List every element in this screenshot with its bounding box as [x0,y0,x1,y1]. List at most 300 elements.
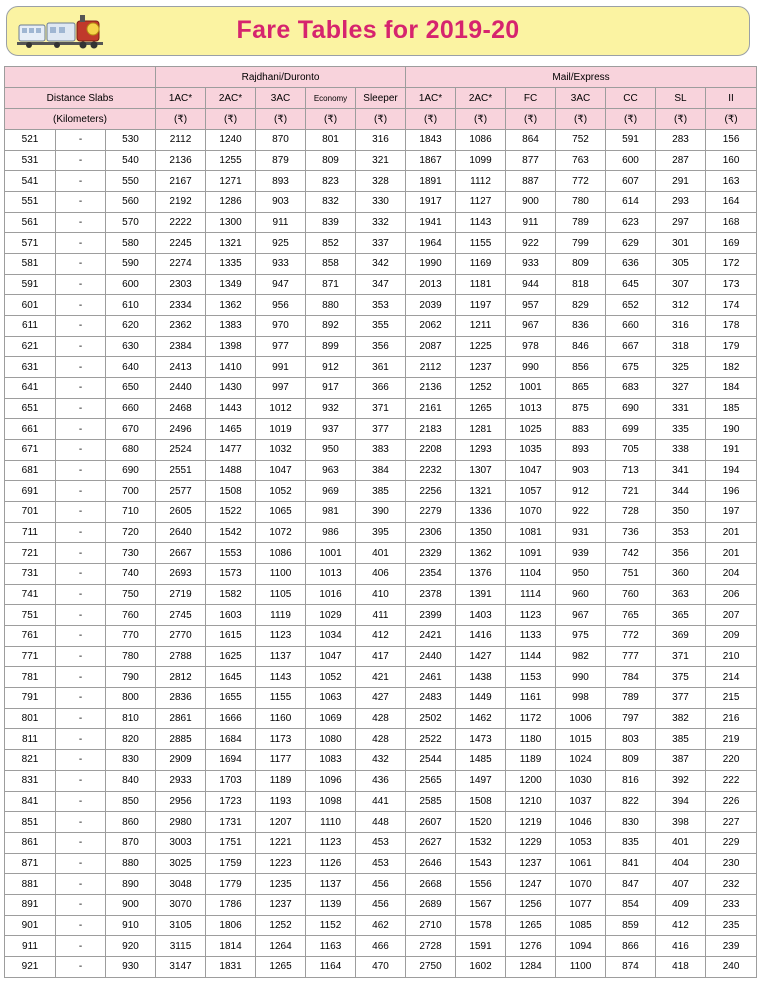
mail-fare-cell: 789 [556,212,606,233]
rajdhani-fare-cell: 462 [356,915,406,936]
mail-fare-cell: 1293 [456,440,506,461]
column-header-row [5,88,757,109]
rajdhani-fare-cell: 1542 [206,522,256,543]
mail-fare-cell: 219 [706,729,757,750]
rajdhani-fare-cell: 1443 [206,398,256,419]
mail-fare-cell: 1181 [456,274,506,295]
rajdhani-fare-cell: 2605 [156,502,206,523]
mail-fare-cell: 713 [606,460,656,481]
mail-fare-cell: 2565 [406,770,456,791]
distance-separator: - [56,626,106,647]
rajdhani-fare-cell: 385 [356,481,406,502]
mail-fare-cell: 1321 [456,481,506,502]
mail-fare-cell: 990 [506,357,556,378]
table-row [5,832,757,853]
rajdhani-fare-cell: 1321 [206,233,256,254]
mail-fare-cell: 939 [556,543,606,564]
mail-fare-cell: 777 [606,646,656,667]
mail-fare-cell: 283 [656,130,706,151]
mail-fare-cell: 2232 [406,460,456,481]
rajdhani-fare-cell: 3003 [156,832,206,853]
mail-fare-cell: 210 [706,646,757,667]
mail-fare-cell: 353 [656,522,706,543]
distance-to: 700 [106,481,156,502]
mail-fare-cell: 967 [556,605,606,626]
mail-fare-cell: 1485 [456,750,506,771]
mail-fare-cell: 1104 [506,564,556,585]
rajdhani-fare-cell: 1123 [306,832,356,853]
mail-fare-cell: 2256 [406,481,456,502]
mail-fare-cell: 883 [556,419,606,440]
distance-to: 600 [106,274,156,295]
distance-separator: - [56,254,106,275]
mail-fare-cell: 1602 [456,956,506,977]
distance-to: 800 [106,688,156,709]
distance-separator: - [56,502,106,523]
mail-fare-cell: 385 [656,729,706,750]
rajdhani-fare-cell: 1164 [306,956,356,977]
mail-fare-cell: 194 [706,460,757,481]
rajdhani-fare-cell: 1731 [206,812,256,833]
currency-cell: (₹) [656,109,706,130]
table-row [5,460,757,481]
rajdhani-fare-cell: 1252 [256,915,306,936]
table-row [5,440,757,461]
mail-fare-cell: 836 [556,316,606,337]
distance-to: 750 [106,584,156,605]
currency-cell: (₹) [506,109,556,130]
mail-fare-cell: 230 [706,853,757,874]
mail-fare-cell: 318 [656,336,706,357]
rajdhani-fare-cell: 893 [256,171,306,192]
page-title: Fare Tables for 2019-20 [236,16,520,44]
rajdhani-fare-cell: 933 [256,254,306,275]
rajdhani-fare-cell: 347 [356,274,406,295]
mail-fare-cell: 398 [656,812,706,833]
rajdhani-fare-cell: 2770 [156,626,206,647]
mail-fare-cell: 291 [656,171,706,192]
mail-fare-cell: 829 [556,295,606,316]
mail-fare-cell: 206 [706,584,757,605]
mail-fare-cell: 922 [506,233,556,254]
distance-separator: - [56,874,106,895]
distance-separator: - [56,584,106,605]
table-row [5,915,757,936]
rajdhani-fare-cell: 411 [356,605,406,626]
currency-cell: (₹) [556,109,606,130]
mail-fare-cell: 900 [506,192,556,213]
mail-fare-cell: 325 [656,357,706,378]
rajdhani-fare-cell: 2440 [156,378,206,399]
rajdhani-fare-cell: 2303 [156,274,206,295]
table-row [5,812,757,833]
mail-fare-cell: 1114 [506,584,556,605]
table-row [5,791,757,812]
mail-fare-cell: 1144 [506,646,556,667]
mail-fare-cell: 690 [606,398,656,419]
rajdhani-fare-cell: 1508 [206,481,256,502]
rajdhani-fare-cell: 1286 [206,192,256,213]
distance-separator: - [56,708,106,729]
mail-fare-cell: 887 [506,171,556,192]
rajdhani-fare-cell: 383 [356,440,406,461]
rajdhani-fare-cell: 1264 [256,936,306,957]
table-row [5,667,757,688]
distance-separator: - [56,316,106,337]
mail-fare-cell: 931 [556,522,606,543]
mail-fare-cell: 179 [706,336,757,357]
distance-from: 741 [5,584,56,605]
mail-fare-cell: 2607 [406,812,456,833]
table-row [5,274,757,295]
mail-fare-cell: 1169 [456,254,506,275]
rajdhani-fare-cell: 1806 [206,915,256,936]
rajdhani-fare-cell: 1703 [206,770,256,791]
mail-fare-cell: 982 [556,646,606,667]
table-row [5,584,757,605]
rajdhani-fare-cell: 956 [256,295,306,316]
distance-separator: - [56,171,106,192]
rajdhani-fare-cell: 969 [306,481,356,502]
rajdhani-fare-cell: 337 [356,233,406,254]
mail-fare-cell: 1001 [506,378,556,399]
distance-to: 580 [106,233,156,254]
distance-from: 571 [5,233,56,254]
rajdhani-fare-cell: 1065 [256,502,306,523]
distance-from: 891 [5,894,56,915]
distance-from: 611 [5,316,56,337]
mail-fare-cell: 728 [606,502,656,523]
mail-fare-cell: 1376 [456,564,506,585]
table-row [5,130,757,151]
mail-fare-cell: 184 [706,378,757,399]
distance-separator: - [56,667,106,688]
mail-fare-cell: 215 [706,688,757,709]
blank-header-cell [5,67,156,88]
distance-to: 790 [106,667,156,688]
rajdhani-fare-cell: 421 [356,667,406,688]
rajdhani-fare-cell: 903 [256,192,306,213]
distance-separator: - [56,398,106,419]
mail-fare-cell: 2689 [406,894,456,915]
mail-fare-cell: 1172 [506,708,556,729]
mail-fare-cell: 2544 [406,750,456,771]
mail-fare-cell: 1256 [506,894,556,915]
table-row [5,874,757,895]
rajdhani-fare-cell: 1615 [206,626,256,647]
distance-from: 831 [5,770,56,791]
rajdhani-fare-cell: 1410 [206,357,256,378]
mail-fare-cell: 168 [706,212,757,233]
mail-fare-cell: 365 [656,605,706,626]
rajdhani-fare-cell: 1603 [206,605,256,626]
table-row [5,708,757,729]
mail-fare-cell: 226 [706,791,757,812]
mail-fare-cell: 196 [706,481,757,502]
mail-col-header: 1AC* [406,88,456,109]
rajdhani-fare-cell: 1001 [306,543,356,564]
mail-fare-cell: 239 [706,936,757,957]
rajdhani-fare-cell: 950 [306,440,356,461]
rajdhani-col-header: 1AC* [156,88,206,109]
distance-to: 540 [106,150,156,171]
mail-fare-cell: 660 [606,316,656,337]
rajdhani-fare-cell: 1207 [256,812,306,833]
rajdhani-fare-cell: 321 [356,150,406,171]
mail-fare-cell: 169 [706,233,757,254]
rajdhani-fare-cell: 1522 [206,502,256,523]
distance-from: 861 [5,832,56,853]
table-row [5,254,757,275]
rajdhani-fare-cell: 456 [356,894,406,915]
distance-from: 591 [5,274,56,295]
mail-fare-cell: 950 [556,564,606,585]
distance-separator: - [56,150,106,171]
distance-separator: - [56,646,106,667]
mail-fare-cell: 227 [706,812,757,833]
rajdhani-fare-cell: 1786 [206,894,256,915]
rajdhani-fare-cell: 1814 [206,936,256,957]
distance-to: 780 [106,646,156,667]
mail-fare-cell: 1086 [456,130,506,151]
distance-from: 731 [5,564,56,585]
rajdhani-fare-cell: 1052 [306,667,356,688]
mail-fare-cell: 2087 [406,336,456,357]
mail-fare-cell: 1123 [506,605,556,626]
mail-fare-cell: 160 [706,150,757,171]
distance-separator: - [56,357,106,378]
mail-fare-cell: 1284 [506,956,556,977]
mail-fare-cell: 2354 [406,564,456,585]
distance-to: 820 [106,729,156,750]
rajdhani-fare-cell: 3105 [156,915,206,936]
distance-separator: - [56,378,106,399]
mail-fare-cell: 1219 [506,812,556,833]
rajdhani-fare-cell: 1362 [206,295,256,316]
distance-from: 711 [5,522,56,543]
mail-fare-cell: 407 [656,874,706,895]
mail-fare-cell: 1252 [456,378,506,399]
mail-fare-cell: 1391 [456,584,506,605]
currency-cell: (₹) [456,109,506,130]
mail-fare-cell: 751 [606,564,656,585]
mail-fare-cell: 2522 [406,729,456,750]
mail-fare-cell: 2378 [406,584,456,605]
distance-from: 751 [5,605,56,626]
rajdhani-fare-cell: 2640 [156,522,206,543]
currency-cell: (₹) [156,109,206,130]
mail-fare-cell: 877 [506,150,556,171]
distance-separator: - [56,543,106,564]
distance-from: 581 [5,254,56,275]
rajdhani-fare-cell: 2909 [156,750,206,771]
rajdhani-fare-cell: 1573 [206,564,256,585]
rajdhani-fare-cell: 353 [356,295,406,316]
distance-separator: - [56,233,106,254]
mail-fare-cell: 922 [556,502,606,523]
mail-fare-cell: 1917 [406,192,456,213]
table-row [5,295,757,316]
rajdhani-fare-cell: 1173 [256,729,306,750]
rajdhani-fare-cell: 870 [256,130,306,151]
rajdhani-fare-cell: 428 [356,708,406,729]
mail-fare-cell: 1281 [456,419,506,440]
mail-fare-cell: 2136 [406,378,456,399]
mail-fare-cell: 350 [656,502,706,523]
mail-col-header: FC [506,88,556,109]
rajdhani-fare-cell: 361 [356,357,406,378]
rajdhani-col-header: 3AC [256,88,306,109]
rajdhani-fare-cell: 3048 [156,874,206,895]
rajdhani-fare-cell: 1119 [256,605,306,626]
mail-fare-cell: 1100 [556,956,606,977]
distance-from: 671 [5,440,56,461]
rajdhani-fare-cell: 432 [356,750,406,771]
rajdhani-fare-cell: 1189 [256,770,306,791]
table-row [5,150,757,171]
mail-fare-cell: 607 [606,171,656,192]
distance-to: 670 [106,419,156,440]
rajdhani-fare-cell: 1759 [206,853,256,874]
distance-separator: - [56,419,106,440]
rajdhani-fare-cell: 1477 [206,440,256,461]
rajdhani-fare-cell: 932 [306,398,356,419]
rajdhani-col-header: 2AC* [206,88,256,109]
distance-from: 721 [5,543,56,564]
rajdhani-fare-cell: 1779 [206,874,256,895]
rajdhani-fare-cell: 1143 [256,667,306,688]
table-row [5,522,757,543]
mail-fare-cell: 772 [556,171,606,192]
distance-separator: - [56,274,106,295]
mail-fare-cell: 1127 [456,192,506,213]
distance-from: 911 [5,936,56,957]
mail-fare-cell: 371 [656,646,706,667]
mail-fare-cell: 2306 [406,522,456,543]
rajdhani-fare-cell: 1235 [256,874,306,895]
rajdhani-fare-cell: 2334 [156,295,206,316]
mail-fare-cell: 1567 [456,894,506,915]
mail-fare-cell: 822 [606,791,656,812]
mail-fare-cell: 1336 [456,502,506,523]
rajdhani-fare-cell: 1383 [206,316,256,337]
distance-from: 841 [5,791,56,812]
rajdhani-fare-cell: 1110 [306,812,356,833]
rajdhani-fare-cell: 1300 [206,212,256,233]
rajdhani-fare-cell: 406 [356,564,406,585]
mail-fare-cell: 957 [506,295,556,316]
currency-cell: (₹) [406,109,456,130]
table-row [5,564,757,585]
rajdhani-fare-cell: 1029 [306,605,356,626]
mail-fare-cell: 1047 [506,460,556,481]
mail-fare-cell: 1025 [506,419,556,440]
mail-fare-cell: 1265 [456,398,506,419]
mail-fare-cell: 233 [706,894,757,915]
mail-fare-cell: 2421 [406,626,456,647]
mail-fare-cell: 2112 [406,357,456,378]
distance-separator: - [56,894,106,915]
mail-fare-cell: 600 [606,150,656,171]
rajdhani-fare-cell: 356 [356,336,406,357]
distance-from: 521 [5,130,56,151]
mail-fare-cell: 394 [656,791,706,812]
distance-to: 840 [106,770,156,791]
rajdhani-fare-cell: 428 [356,729,406,750]
distance-separator: - [56,770,106,791]
distance-to: 550 [106,171,156,192]
distance-from: 601 [5,295,56,316]
mail-fare-cell: 201 [706,543,757,564]
rajdhani-fare-cell: 395 [356,522,406,543]
rajdhani-fare-cell: 2496 [156,419,206,440]
mail-fare-cell: 1155 [456,233,506,254]
rajdhani-fare-cell: 1072 [256,522,306,543]
distance-to: 870 [106,832,156,853]
rajdhani-fare-cell: 1137 [306,874,356,895]
mail-fare-cell: 338 [656,440,706,461]
rajdhani-fare-cell: 970 [256,316,306,337]
table-row [5,481,757,502]
mail-fare-cell: 1362 [456,543,506,564]
rajdhani-fare-cell: 947 [256,274,306,295]
mail-col-header: 2AC* [456,88,506,109]
distance-from: 921 [5,956,56,977]
currency-cell: (₹) [706,109,757,130]
rajdhani-fare-cell: 453 [356,832,406,853]
table-row [5,212,757,233]
rajdhani-fare-cell: 1019 [256,419,306,440]
mail-fare-cell: 191 [706,440,757,461]
rajdhani-fare-cell: 1694 [206,750,256,771]
rajdhani-fare-cell: 1177 [256,750,306,771]
mail-fare-cell: 1091 [506,543,556,564]
distance-separator: - [56,460,106,481]
distance-separator: - [56,605,106,626]
rajdhani-fare-cell: 2719 [156,584,206,605]
mail-fare-cell: 232 [706,874,757,895]
fare-table [4,66,757,978]
mail-fare-cell: 675 [606,357,656,378]
mail-fare-cell: 809 [606,750,656,771]
distance-separator: - [56,956,106,977]
table-row [5,605,757,626]
mail-fare-cell: 830 [606,812,656,833]
table-row [5,233,757,254]
mail-fare-cell: 859 [606,915,656,936]
mail-fare-cell: 356 [656,543,706,564]
mail-fare-cell: 1197 [456,295,506,316]
rajdhani-fare-cell: 899 [306,336,356,357]
rajdhani-fare-cell: 2667 [156,543,206,564]
mail-fare-cell: 752 [556,130,606,151]
rajdhani-fare-cell: 2980 [156,812,206,833]
mail-fare-cell: 1024 [556,750,606,771]
rajdhani-fare-cell: 2861 [156,708,206,729]
mail-fare-cell: 163 [706,171,757,192]
mail-fare-cell: 363 [656,584,706,605]
distance-separator: - [56,915,106,936]
distance-to: 640 [106,357,156,378]
rajdhani-fare-cell: 871 [306,274,356,295]
mail-fare-cell: 1037 [556,791,606,812]
rajdhani-fare-cell: 1684 [206,729,256,750]
rajdhani-fare-cell: 1645 [206,667,256,688]
mail-fare-cell: 2461 [406,667,456,688]
rajdhani-fare-cell: 2577 [156,481,206,502]
distance-from: 651 [5,398,56,419]
distance-to: 710 [106,502,156,523]
